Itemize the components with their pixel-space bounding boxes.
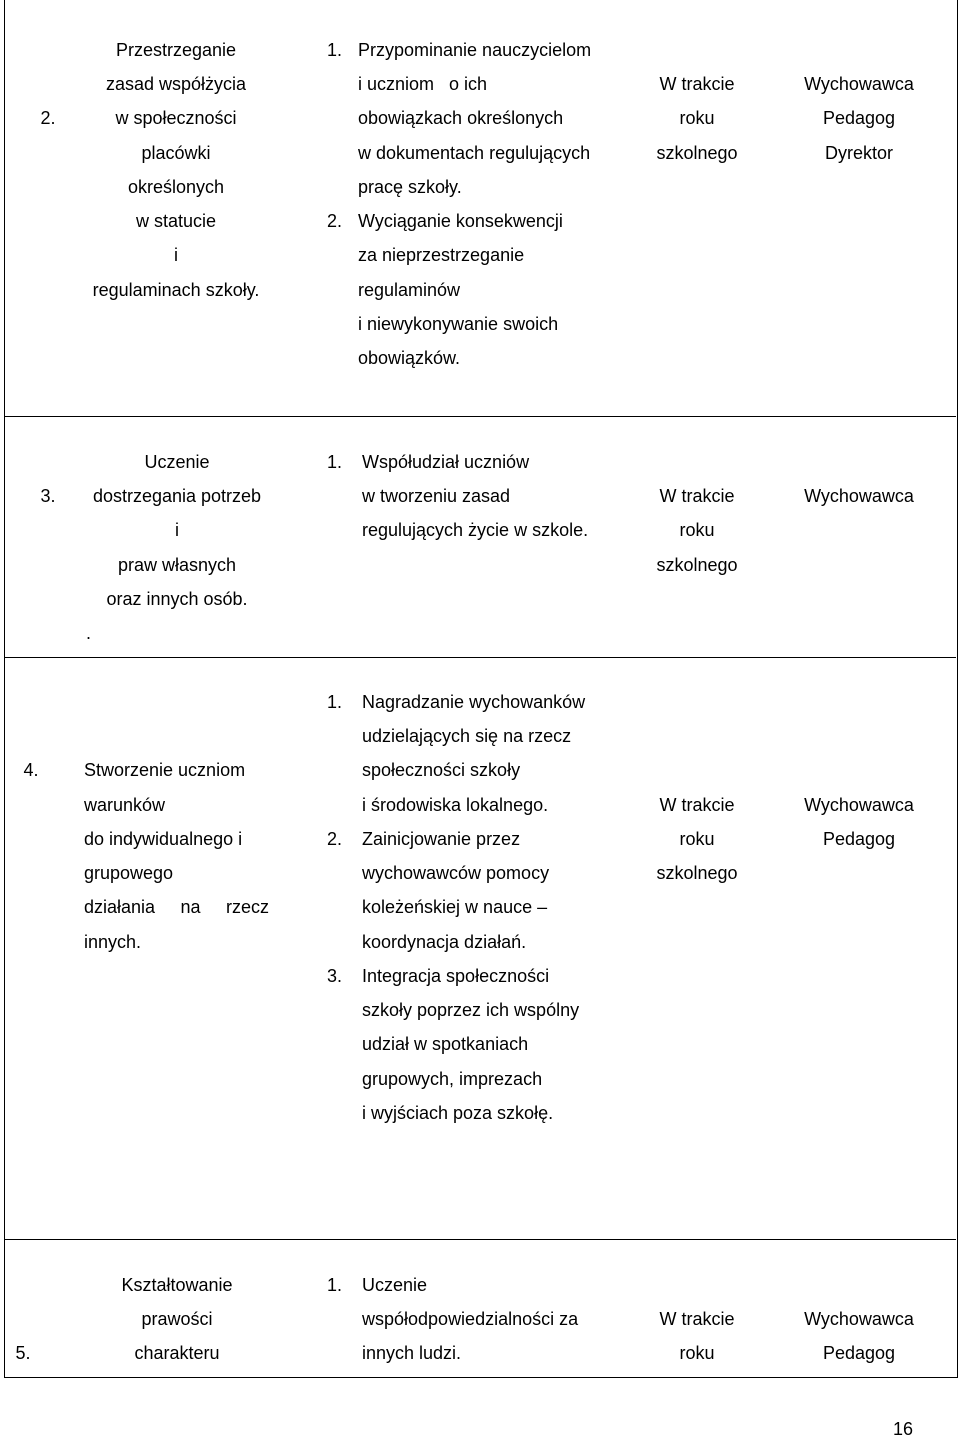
responsible-line: Wychowawca — [804, 1309, 914, 1329]
goal-line: oraz innych osób. — [106, 589, 248, 609]
responsible-line: Wychowawca — [804, 486, 914, 506]
task-line: za nieprzestrzeganie — [358, 245, 525, 265]
task-line: i niewykonywanie swoich — [358, 314, 559, 334]
goal-line: w społeczności — [115, 108, 237, 128]
goal-line: Stworzenie uczniom — [84, 760, 246, 780]
responsible-line: Dyrektor — [824, 143, 894, 163]
goal-line: zasad współżycia — [105, 74, 247, 94]
goal-word: rzecz — [225, 897, 269, 917]
task-line: i uczniom o ich — [358, 74, 488, 94]
page-number: 16 — [893, 1419, 914, 1439]
task-number: 3. — [327, 966, 343, 986]
term-line: W trakcie — [659, 1309, 735, 1329]
task-line: Zainicjowanie przez — [362, 829, 521, 849]
task-line: współodpowiedzialności za — [362, 1309, 579, 1329]
responsible-line: Wychowawca — [804, 74, 914, 94]
task-number: 1. — [327, 1275, 343, 1295]
task-line: Współudział uczniów — [362, 452, 530, 472]
task-line: i środowiska lokalnego. — [362, 795, 549, 815]
task-line: i wyjściach poza szkołę. — [362, 1103, 554, 1123]
task-line: obowiązków. — [358, 348, 461, 368]
term-line: szkolnego — [656, 555, 738, 575]
term-line: W trakcie — [659, 795, 735, 815]
task-line: Wyciąganie konsekwencji — [358, 211, 563, 231]
goal-line: placówki — [141, 143, 211, 163]
goal-line: i — [174, 245, 178, 265]
goal-line: prawości — [141, 1309, 213, 1329]
term-line: roku — [679, 1343, 715, 1363]
task-number: 2. — [327, 211, 343, 231]
task-line: grupowych, imprezach — [362, 1069, 543, 1089]
term-line: szkolnego — [656, 143, 738, 163]
row-divider — [4, 1239, 956, 1240]
responsible-line: Wychowawca — [804, 795, 914, 815]
goal-line: praw własnych — [117, 555, 237, 575]
goal-line: określonych — [127, 177, 225, 197]
goal-line: Kształtowanie — [121, 1275, 233, 1295]
task-number: 1. — [327, 692, 343, 712]
goal-word: działania — [84, 897, 156, 917]
row-divider — [4, 416, 956, 417]
goal-line: warunków — [84, 795, 166, 815]
term-line: roku — [679, 829, 715, 849]
task-line: pracę szkoły. — [358, 177, 462, 197]
row-number: 5. — [15, 1343, 31, 1363]
term-line: roku — [679, 108, 715, 128]
task-number: 2. — [327, 829, 343, 849]
responsible-line: Pedagog — [822, 108, 896, 128]
goal-line: w statucie — [135, 211, 217, 231]
task-line: obowiązkach określonych — [358, 108, 564, 128]
goal-line: grupowego — [84, 863, 174, 883]
goal-line: Uczenie — [144, 452, 210, 472]
goal-line: regulaminach szkoły. — [92, 280, 260, 300]
row-number: 2. — [40, 108, 56, 128]
task-number: 1. — [327, 452, 343, 472]
task-line: innych ludzi. — [362, 1343, 462, 1363]
goal-line: charakteru — [134, 1343, 220, 1363]
task-line: Przypominanie nauczycielom — [358, 40, 592, 60]
task-line: wychowawców pomocy — [362, 863, 550, 883]
responsible-line: Pedagog — [822, 1343, 896, 1363]
task-number: 1. — [327, 40, 343, 60]
goal-line: . — [86, 623, 92, 643]
task-line: koordynacja działań. — [362, 932, 527, 952]
goal-line: do indywidualnego i — [84, 829, 243, 849]
goal-line: i — [175, 520, 179, 540]
task-line: społeczności szkoły — [362, 760, 521, 780]
row-number: 4. — [23, 760, 39, 780]
goal-line: dostrzegania potrzeb — [92, 486, 262, 506]
task-line: szkoły poprzez ich wspólny — [362, 1000, 580, 1020]
table-frame — [4, 0, 958, 1378]
term-line: szkolnego — [656, 863, 738, 883]
task-line: w tworzeniu zasad — [362, 486, 511, 506]
task-line: Integracja społeczności — [362, 966, 550, 986]
task-line: koleżeńskiej w nauce – — [362, 897, 548, 917]
task-line: udział w spotkaniach — [362, 1034, 529, 1054]
task-line: w dokumentach regulujących — [358, 143, 591, 163]
goal-line: innych. — [84, 932, 142, 952]
task-line: Nagradzanie wychowanków — [362, 692, 586, 712]
task-line: regulujących życie w szkole. — [362, 520, 589, 540]
responsible-line: Pedagog — [822, 829, 896, 849]
task-line: Uczenie — [362, 1275, 428, 1295]
task-line: udzielających się na rzecz — [362, 726, 572, 746]
goal-word: na — [180, 897, 201, 917]
term-line: W trakcie — [659, 74, 735, 94]
term-line: roku — [679, 520, 715, 540]
row-divider — [4, 657, 956, 658]
goal-line: Przestrzeganie — [115, 40, 237, 60]
goal-line-justified — [84, 897, 269, 917]
row-number: 3. — [40, 486, 56, 506]
term-line: W trakcie — [659, 486, 735, 506]
task-line: regulaminów — [358, 280, 461, 300]
